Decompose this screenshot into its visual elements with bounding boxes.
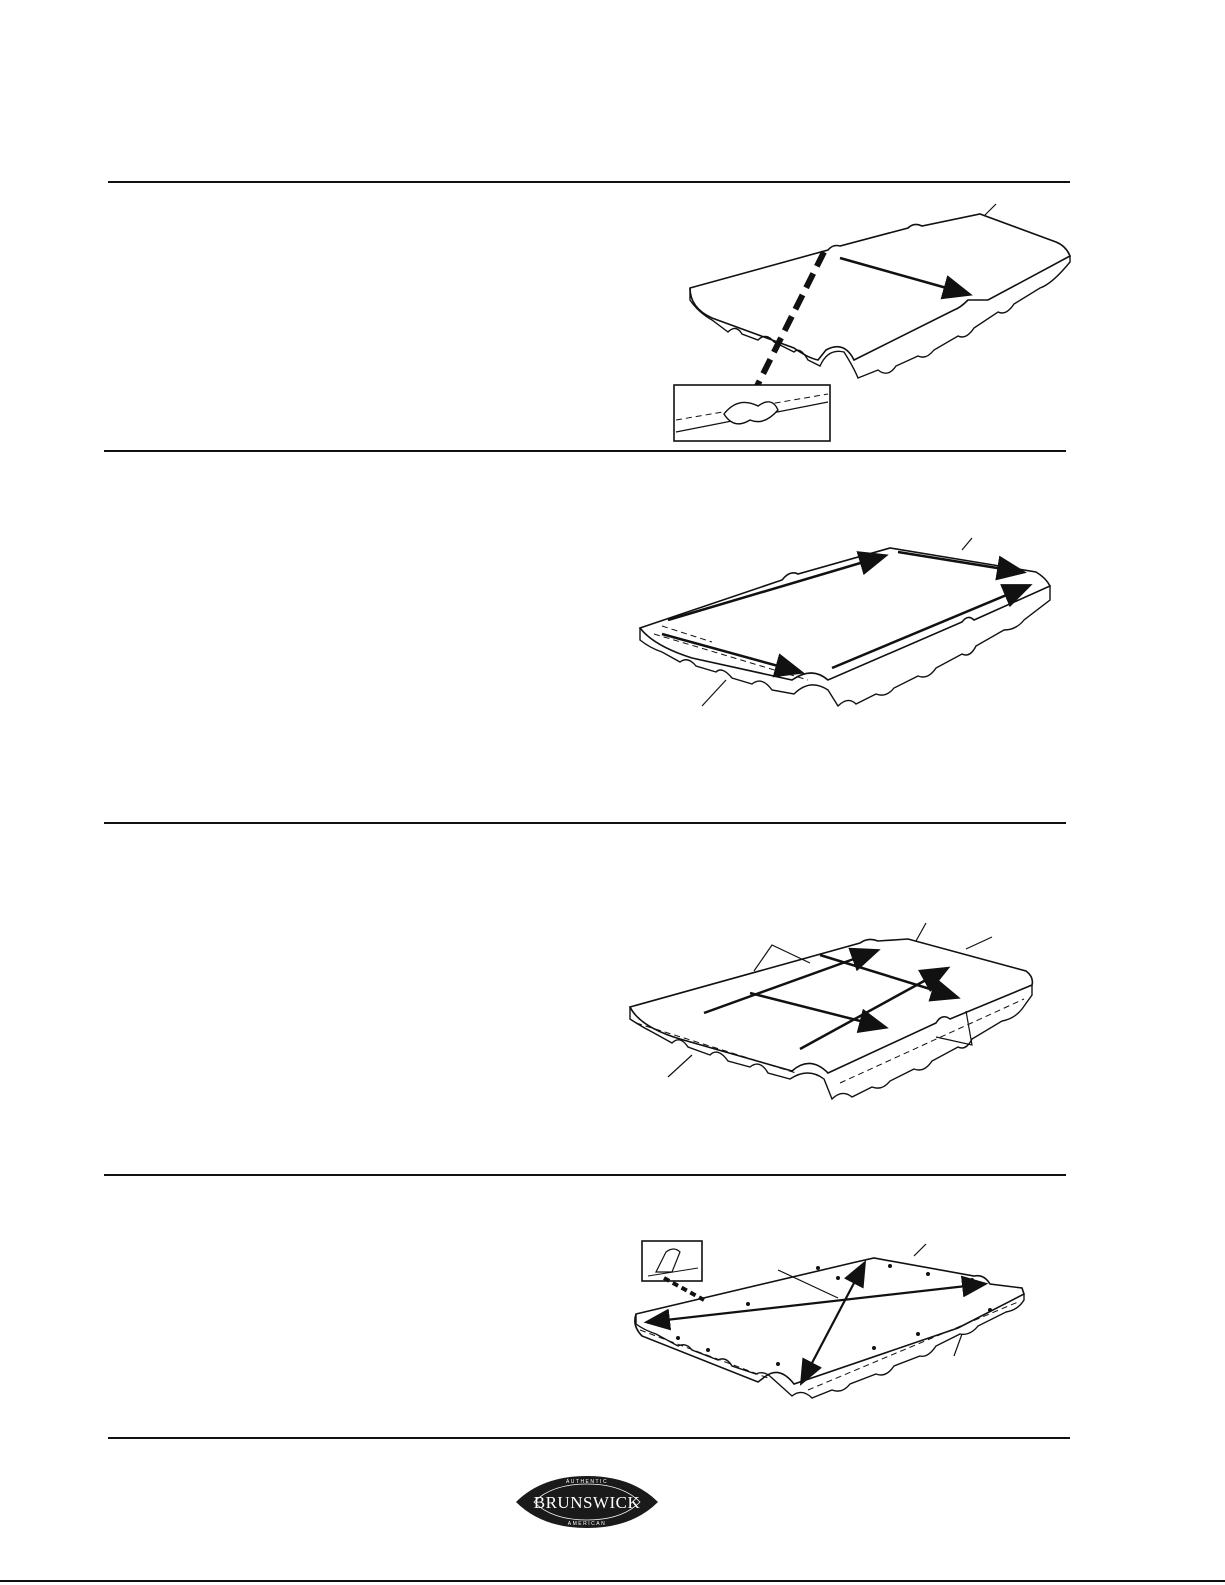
section-divider-1: [108, 181, 1070, 183]
brunswick-logo: [512, 1472, 662, 1532]
section-divider-3: [104, 822, 1066, 824]
svg-text:BRUNSWICK: BRUNSWICK: [533, 1493, 641, 1512]
section-divider-5: [108, 1437, 1070, 1439]
slate-cloth-diagonal-stretch-illustration: [628, 1238, 1048, 1418]
section-divider-2: [104, 450, 1066, 452]
slate-seam-tape-illustration: [668, 200, 1088, 450]
page-bottom-edge: [0, 1580, 1225, 1582]
section-divider-4: [104, 1174, 1066, 1176]
svg-text:AUTHENTIC: AUTHENTIC: [565, 1479, 609, 1485]
slate-cloth-stretch-cross-illustration: [620, 915, 1060, 1115]
svg-text:AMERICAN: AMERICAN: [567, 1521, 607, 1527]
slate-cloth-stretch-lengthwise-illustration: [632, 530, 1062, 720]
